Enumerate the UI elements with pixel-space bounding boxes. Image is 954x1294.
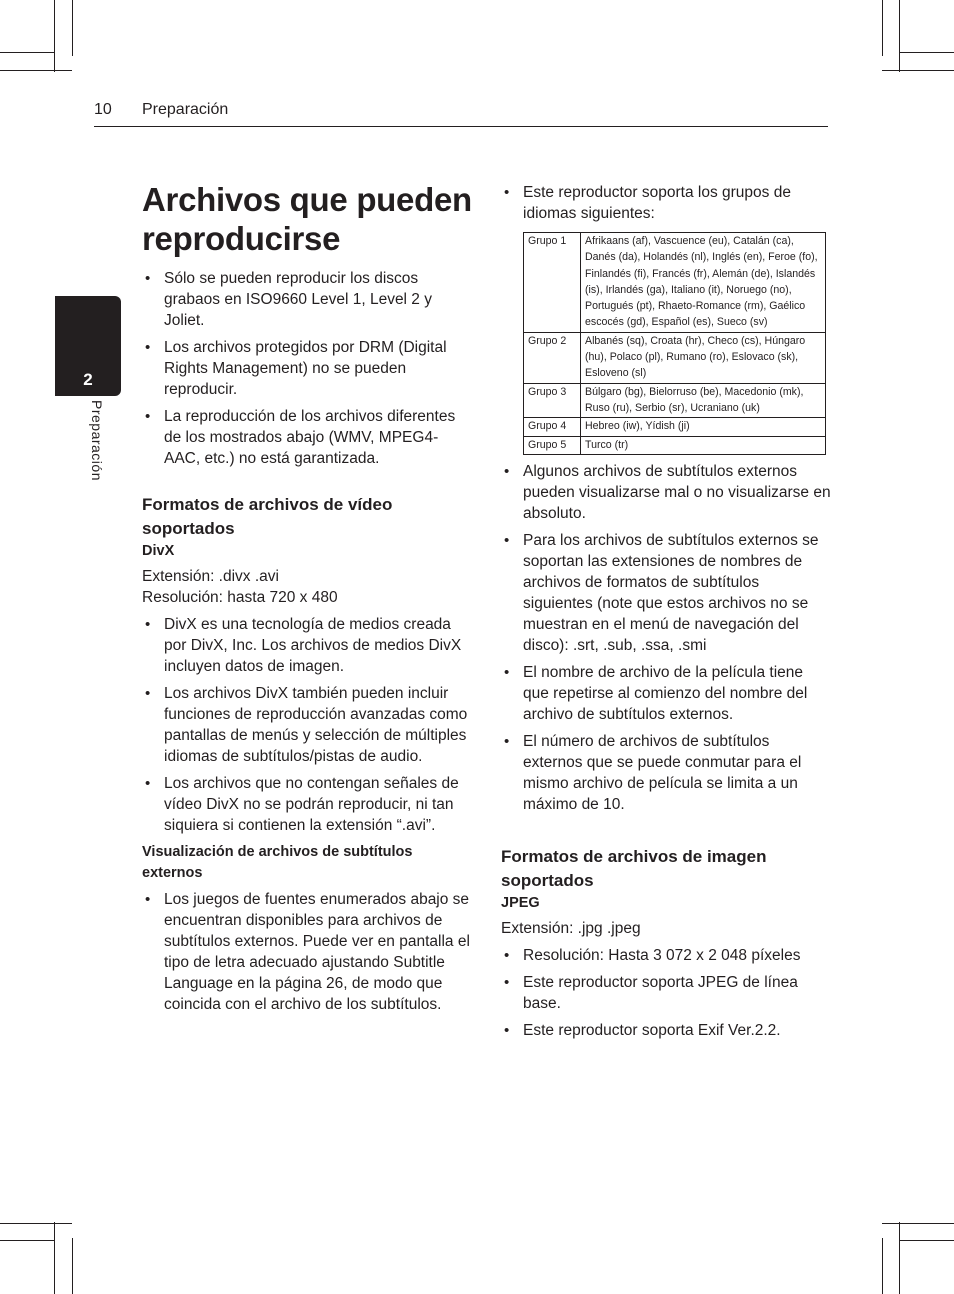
header-rule bbox=[94, 126, 828, 127]
jpeg-list bbox=[501, 945, 831, 1041]
group-cell: Grupo 1 bbox=[524, 233, 581, 333]
subtitle-files-list bbox=[142, 889, 472, 1015]
left-column bbox=[142, 180, 472, 1021]
languages-cell: Afrikaans (af), Vascuence (eu), Catalán (ca), Danés (da), Holandés (nl), Inglés (en), Feroe (fo), Finlandés (fi), Francés (fr), Alemán (de), Islandés (is), Irlandés (ga), Italiano (it), Noruego (no), Portugués (pt), Rhaeto-Romance (rm), Gaélico escocés (gd), Español (es), Sueco (sv) bbox=[581, 233, 826, 333]
list-item: • El nombre de archivo de la película tiene que repetirse al comienzo del nombre del archivo de subtítulos externos. bbox=[501, 662, 831, 725]
right-column bbox=[501, 182, 831, 1047]
list-item: • Este reproductor soporta JPEG de línea base. bbox=[501, 972, 831, 1014]
list-item: • El número de archivos de subtítulos externos que se puede conmutar para el mismo archivo de película se limita a un máximo de 10. bbox=[501, 731, 831, 815]
image-formats-heading: Formatos de archivos de imagen soportados bbox=[501, 846, 767, 890]
list-item: • La reproducción de los archivos diferentes de los mostrados abajo (WMV, MPEG4-AAC, etc.) no está garantizada. bbox=[142, 406, 472, 469]
jpeg-extension: Extensión: .jpg .jpeg bbox=[501, 919, 641, 937]
list-item: • Para los archivos de subtítulos externos se soportan las extensiones de nombres de archivos de formatos de subtítulos siguientes (note que estos archivos no se muestran en el menú de navegación del disco): .srt, .sub, .ssa, .smi bbox=[501, 530, 831, 656]
divx-subheading: DivX bbox=[142, 543, 175, 559]
subtitle-files-heading: Visualización de archivos de subtítulos externos bbox=[142, 844, 413, 881]
table-row bbox=[524, 418, 826, 436]
language-groups-table bbox=[523, 232, 826, 455]
table-row bbox=[524, 436, 826, 454]
chapter-label: Preparación bbox=[89, 400, 105, 481]
chapter-tab bbox=[55, 296, 121, 396]
list-item: • Sólo se pueden reproducir los discos grabaos en ISO9660 Level 1, Level 2 y Joliet. bbox=[142, 268, 472, 331]
list-item: • Resolución: Hasta 3 072 x 2 048 píxeles bbox=[501, 945, 831, 966]
table-row bbox=[524, 383, 826, 418]
languages-cell: Turco (tr) bbox=[581, 436, 826, 454]
languages-cell: Albanés (sq), Croata (hr), Checo (cs), Húngaro (hu), Polaco (pl), Rumano (ro), Eslovaco (sk), Esloveno (sl) bbox=[581, 332, 826, 383]
group-cell: Grupo 2 bbox=[524, 332, 581, 383]
list-item: • Los juegos de fuentes enumerados abajo se encuentran disponibles para archivos de subtítulos externos. Puede ver en pantalla el tipo de letra adecuado ajustando Subtitle Language en la página 26, de modo que coincida con el archivo de los subtítulos. bbox=[142, 889, 472, 1015]
divx-list bbox=[142, 614, 472, 836]
list-item: • Los archivos que no contengan señales de vídeo DivX no se podrán reproducir, ni tan siquiera si contienen la extensión “.avi”. bbox=[142, 773, 472, 836]
divx-resolution: Resolución: hasta 720 x 480 bbox=[142, 589, 338, 606]
languages-cell: Hebreo (iw), Yídish (ji) bbox=[581, 418, 826, 436]
jpeg-subheading: JPEG bbox=[501, 894, 540, 911]
list-item: • Algunos archivos de subtítulos externos pueden visualizarse mal o no visualizarse en absoluto. bbox=[501, 461, 831, 524]
table-row bbox=[524, 332, 826, 383]
video-formats-heading: Formatos de archivos de vídeo soportados bbox=[142, 495, 393, 538]
list-item: • Los archivos DivX también pueden incluir funciones de reproducción avanzadas como pantallas de menús y selección de múltiples idiomas de subtítulos/pistas de audio. bbox=[142, 683, 472, 767]
chapter-number: 2 bbox=[83, 370, 93, 389]
page-number: 10 bbox=[94, 101, 112, 118]
intro-list bbox=[142, 268, 472, 469]
list-item: • DivX es una tecnología de medios creada por DivX, Inc. Los archivos de medios DivX incluyen datos de imagen. bbox=[142, 614, 472, 677]
group-cell: Grupo 4 bbox=[524, 418, 581, 436]
group-cell: Grupo 3 bbox=[524, 383, 581, 418]
language-intro-list bbox=[501, 182, 831, 224]
group-cell: Grupo 5 bbox=[524, 436, 581, 454]
table-row bbox=[524, 233, 826, 333]
list-item: • Este reproductor soporta los grupos de idiomas siguientes: bbox=[501, 182, 831, 224]
languages-cell: Búlgaro (bg), Bielorruso (be), Macedonio (mk), Ruso (ru), Serbio (sr), Ucraniano (uk) bbox=[581, 383, 826, 418]
page-title: Archivos que pueden reproducirse bbox=[142, 181, 472, 257]
list-item: • Este reproductor soporta Exif Ver.2.2. bbox=[501, 1020, 831, 1041]
running-header: Preparación bbox=[142, 101, 229, 118]
divx-extension: Extensión: .divx .avi bbox=[142, 568, 279, 585]
subtitle-notes-list bbox=[501, 461, 831, 815]
list-item: • Los archivos protegidos por DRM (Digital Rights Management) no se pueden reproducir. bbox=[142, 337, 472, 400]
